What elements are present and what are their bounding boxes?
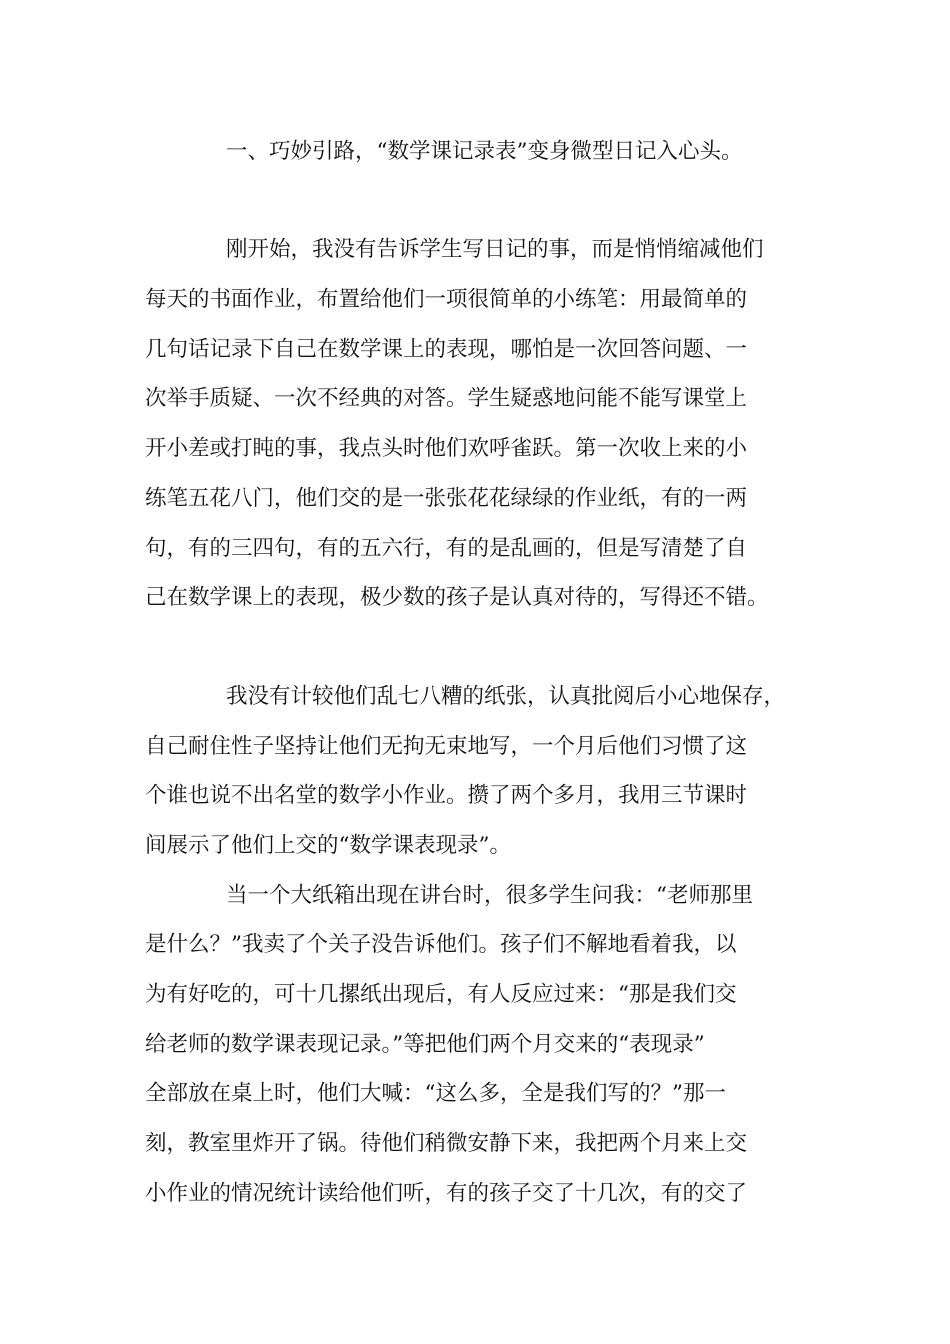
paragraph-line: 己在数学课上的表现，极少数的孩子是认真对待的，写得还不错。 <box>145 585 769 610</box>
paragraph-line: 每天的书面作业，布置给他们一项很简单的小练笔：用最简单的 <box>145 287 748 312</box>
paragraph-line: 自己耐住性子坚持让他们无拘无束地写，一个月后他们习惯了这 <box>145 734 748 759</box>
paragraph-line: 间展示了他们上交的“数学课表现录”。 <box>145 833 511 858</box>
paragraph-line: 全部放在桌上时，他们大喊：“这么多，全是我们写的？”那一 <box>145 1081 726 1106</box>
paragraph-line: 个谁也说不出名堂的数学小作业。攒了两个多月，我用三节课时 <box>145 783 748 808</box>
paragraph-line: 是什么？”我卖了个关子没告诉他们。孩子们不解地看着我，以 <box>145 932 737 957</box>
paragraph-line: 给老师的数学课表现记录。”等把他们两个月交来的“表现录” <box>145 1032 705 1057</box>
paragraph-line: 开小差或打盹的事，我点头时他们欢呼雀跃。第一次收上来的小 <box>145 436 748 461</box>
paragraph-line: 练笔五花八门，他们交的是一张张花花绿绿的作业纸，有的一两 <box>145 486 748 511</box>
paragraph-line: 小作业的情况统计读给他们听，有的孩子交了十几次，有的交了 <box>145 1181 748 1206</box>
paragraph-line: 句，有的三四句，有的五六行，有的是乱画的，但是写清楚了自 <box>145 536 748 561</box>
paragraph-line: 为有好吃的，可十几摞纸出现后，有人反应过来：“那是我们交 <box>145 982 737 1007</box>
paragraph-line: 刚开始，我没有告诉学生写日记的事，而是悄悄缩减他们 <box>226 237 764 262</box>
paragraph-line: 几句话记录下自己在数学课上的表现，哪怕是一次回答问题、一 <box>145 337 748 362</box>
section-heading: 一、巧妙引路，“数学课记录表”变身微型日记入心头。 <box>226 139 743 164</box>
paragraph-line: 当一个大纸箱出现在讲台时，很多学生问我：“老师那里 <box>226 883 753 908</box>
paragraph-line: 次举手质疑、一次不经典的对答。学生疑惑地问能不能写课堂上 <box>145 386 748 411</box>
paragraph-line: 我没有计较他们乱七八糟的纸张，认真批阅后小心地保存， <box>226 684 786 709</box>
paragraph-line: 刻，教室里炸开了锅。待他们稍微安静下来，我把两个月来上交 <box>145 1131 748 1156</box>
